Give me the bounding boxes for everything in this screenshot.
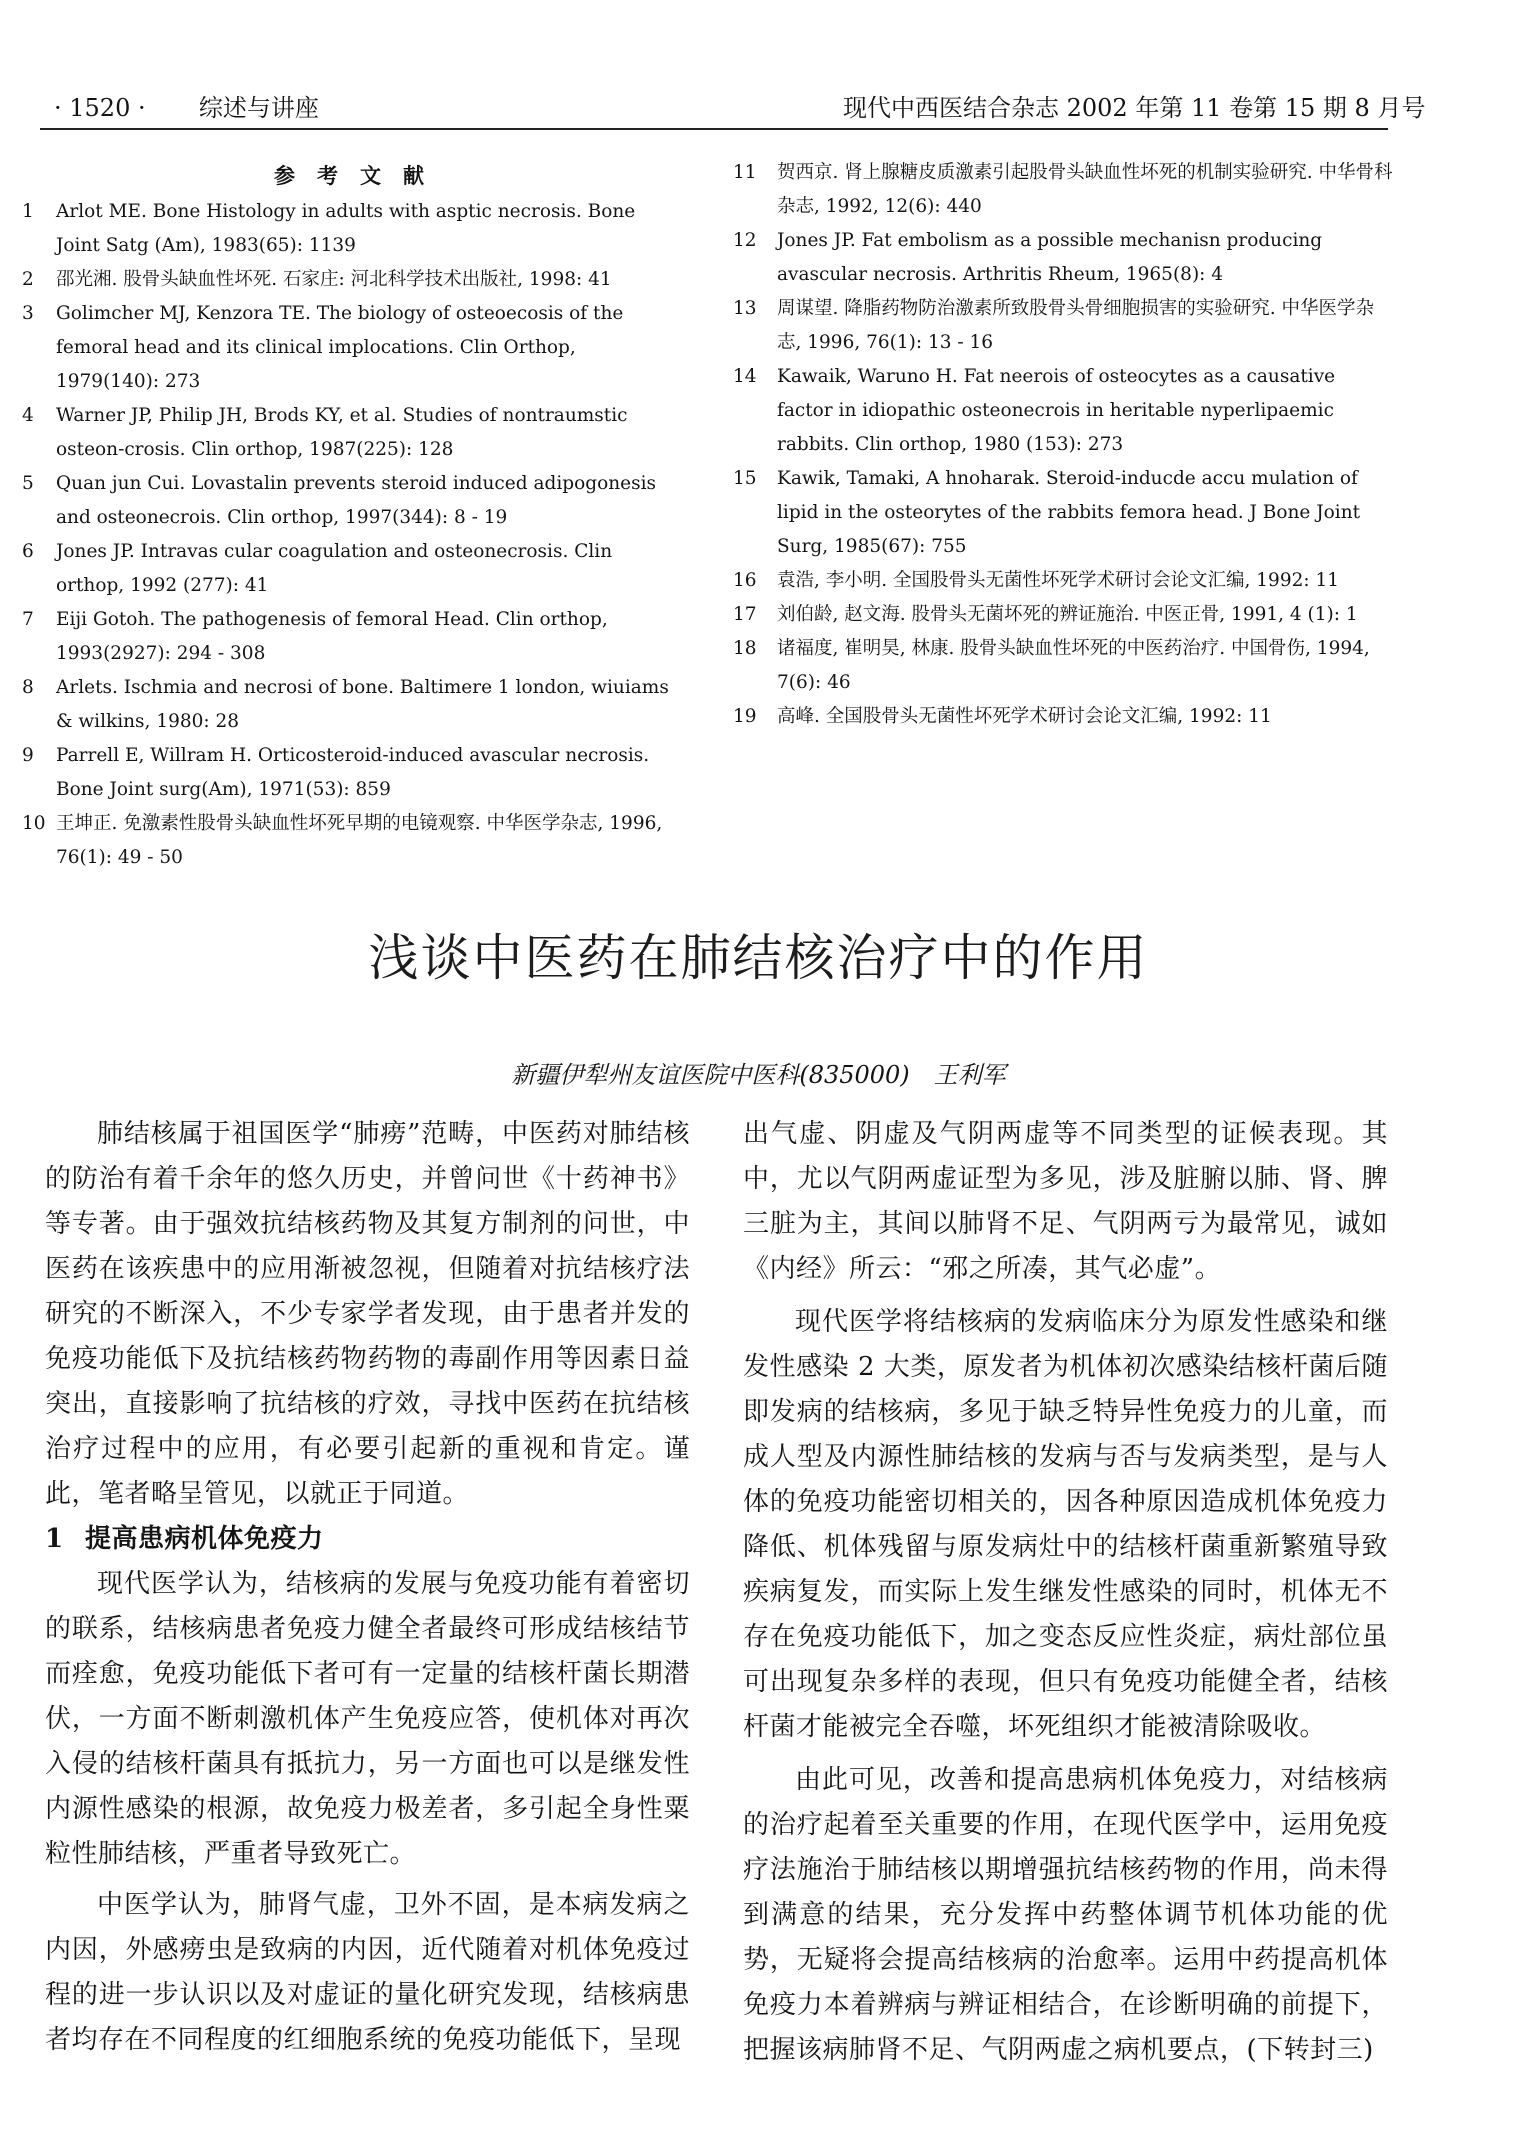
- reference-item: [733, 360, 1393, 462]
- reference-text: 诸福度, 崔明昊, 林康. 股骨头缺血性坏死的中医药治疗. 中国骨伤, 1994, 7(6): 46: [777, 638, 1370, 693]
- reference-number: 4: [22, 405, 34, 426]
- reference-text: 王坤正. 免激素性股骨头缺血性坏死早期的电镜观察. 中华医学杂志, 1996, 76(1): 49 - 50: [56, 813, 663, 868]
- reference-item: [22, 671, 682, 739]
- reference-item: [22, 399, 682, 467]
- references-left-column: [22, 195, 682, 875]
- reference-number: 1: [22, 201, 34, 222]
- reference-text: 贺西京. 肾上腺糖皮质激素引起股骨头缺血性坏死的机制实验研究. 中华骨科杂志, 1992, 12(6): 440: [777, 162, 1393, 217]
- page-number: · 1520 ·: [54, 94, 146, 122]
- reference-number: 17: [733, 604, 757, 625]
- reference-text: Arlot ME. Bone Histology in adults with asptic necrosis. Bone Joint Satg (Am), 1983(65): 1139: [56, 201, 636, 256]
- reference-item: [22, 739, 682, 807]
- reference-number: 14: [733, 366, 757, 387]
- article-left-column: [45, 1112, 690, 2063]
- section-heading: [45, 1517, 690, 1562]
- reference-text: 周谋望. 降脂药物防治激素所致股骨头骨细胞损害的实验研究. 中华医学杂志, 1996, 76(1): 13 - 16: [777, 298, 1375, 353]
- reference-text: 高峰. 全国股骨头无菌性坏死学术研讨会论文汇编, 1992: 11: [777, 706, 1272, 727]
- reference-number: 8: [22, 677, 34, 698]
- reference-number: 5: [22, 473, 34, 494]
- reference-item: [22, 263, 682, 297]
- section-label: 综述与讲座: [198, 94, 319, 122]
- reference-number: 16: [733, 570, 757, 591]
- reference-number: 12: [733, 230, 757, 251]
- reference-item: [22, 603, 682, 671]
- journal-title: 现代中西医结合杂志 2002 年第 11 卷第 15 期 8 月号: [843, 94, 1426, 122]
- reference-item: [733, 564, 1393, 598]
- reference-text: Golimcher MJ, Kenzora TE. The biology of osteoecosis of the femoral head and its clinical implocations. Clin Orthop, 1979(140): 273: [56, 303, 624, 392]
- references-heading: 参考文献: [274, 163, 446, 188]
- reference-item: [22, 297, 682, 399]
- reference-item: [733, 462, 1393, 564]
- reference-item: [733, 224, 1393, 292]
- reference-number: 6: [22, 541, 34, 562]
- reference-item: [22, 535, 682, 603]
- reference-number: 10: [22, 813, 46, 834]
- reference-item: [22, 807, 682, 875]
- body-paragraph: 出气虚、阴虚及气阴两虚等不同类型的证候表现。其中，尤以气阴两虚证型为多见，涉及脏腑以肺、肾、脾三脏为主，其间以肺肾不足、气阴两亏为最常见，诚如《内经》所云：“邪之所凑，其气必虚”。: [743, 1119, 1388, 1284]
- body-paragraph: 现代医学将结核病的发病临床分为原发性感染和继发性感染 2 大类，原发者为机体初次感染结核杆菌后随即发病的结核病，多见于缺乏特异性免疫力的儿童，而成人型及内源性肺结核的发病与否与发病类型，是与人体的免疫功能密切相关的，因各种原因造成机体免疫力降低、机体残留与原发病灶中的结核杆菌重新繁殖导致疾病复发，而实际上发生继发性感染的同时，机体无不存在免疫功能低下，加之变态反应性炎症，病灶部位虽可出现复杂多样的表现，但只有免疫功能健全者，结核杆菌才能被完全吞噬，坏死组织才能被清除吸收。: [743, 1307, 1388, 1742]
- reference-item: [22, 195, 682, 263]
- author-byline: 新疆伊犁州友谊医院中医科(835000) 王利军: [511, 1061, 1006, 1089]
- reference-item: [733, 292, 1393, 360]
- reference-text: Arlets. Ischmia and necrosi of bone. Baltimere 1 london, wiuiams & wilkins, 1980: 28: [56, 677, 669, 732]
- body-paragraph: 中医学认为，肺肾气虚，卫外不固，是本病发病之内因，外感痨虫是致病的内因，近代随着对机体免疫过程的进一步认识以及对虚证的量化研究发现，结核病患者均存在不同程度的红细胞系统的免疫功能低下，呈现: [45, 1890, 690, 2055]
- reference-item: [22, 467, 682, 535]
- reference-text: Warner JP, Philip JH, Brods KY, et al. Studies of nontraumstic osteon-crosis. Clin orthop, 1987(225): 128: [56, 405, 628, 460]
- reference-text: 袁浩, 李小明. 全国股骨头无菌性坏死学术研讨会论文汇编, 1992: 11: [777, 570, 1340, 591]
- reference-number: 3: [22, 303, 34, 324]
- reference-item: [733, 700, 1393, 734]
- reference-text: Eiji Gotoh. The pathogenesis of femoral Head. Clin orthop, 1993(2927): 294 - 308: [56, 609, 608, 664]
- article-title: 浅谈中医药在肺结核治疗中的作用: [368, 929, 1149, 987]
- reference-number: 9: [22, 745, 34, 766]
- reference-text: Kawaik, Waruno H. Fat neerois of osteocytes as a causative factor in idiopathic osteonecrois in heritable nyperlipaemic rabbits. Clin orthop, 1980 (153): 273: [777, 366, 1336, 455]
- reference-number: 11: [733, 162, 757, 183]
- reference-number: 19: [733, 706, 757, 727]
- reference-text: 邵光湘. 股骨头缺血性坏死. 石家庄: 河北科学技术出版社, 1998: 41: [56, 269, 612, 290]
- header-divider: [40, 128, 1388, 130]
- reference-item: [733, 598, 1393, 632]
- reference-text: Parrell E, Willram H. Orticosteroid-induced avascular necrosis. Bone Joint surg(Am), 1971(53): 859: [56, 745, 650, 800]
- reference-number: 15: [733, 468, 757, 489]
- reference-number: 7: [22, 609, 34, 630]
- body-paragraph: 现代医学认为，结核病的发展与免疫功能有着密切的联系，结核病患者免疫力健全者最终可形成结核结节而痊愈，免疫功能低下者可有一定量的结核杆菌长期潜伏，一方面不断刺激机体产生免疫应答，使机体对再次入侵的结核杆菌具有抵抗力，另一方面也可以是继发性内源性感染的根源，故免疫力极差者，多引起全身性粟粒性肺结核，严重者导致死亡。: [45, 1569, 690, 1869]
- reference-text: Quan jun Cui. Lovastalin prevents steroid induced adipogonesis and osteonecrois. Clin orthop, 1997(344): 8 - 19: [56, 473, 656, 528]
- section-title: 提高患病机体免疫力: [85, 1524, 324, 1554]
- section-number: 1: [45, 1524, 64, 1554]
- reference-text: 刘伯龄, 赵文海. 股骨头无菌坏死的辨证施治. 中医正骨, 1991, 4 (1): 1: [777, 604, 1358, 625]
- reference-text: Jones JP. Intravas cular coagulation and osteonecrosis. Clin orthop, 1992 (277): 41: [56, 541, 613, 596]
- references-right-column: [733, 156, 1393, 734]
- body-paragraph: 肺结核属于祖国医学“肺痨”范畴，中医药对肺结核的防治有着千余年的悠久历史，并曾问世《十药神书》等专著。由于强效抗结核药物及其复方制剂的问世，中医药在该疾患中的应用渐被忽视，但随着对抗结核疗法研究的不断深入，不少专家学者发现，由于患者并发的免疫功能低下及抗结核药物药物的毒副作用等因素日益突出，直接影响了抗结核的疗效，寻找中医药在抗结核治疗过程中的应用，有必要引起新的重视和肯定。谨此，笔者略呈管见，以就正于同道。: [45, 1119, 690, 1509]
- reference-item: [733, 632, 1393, 700]
- reference-text: Kawik, Tamaki, A hnoharak. Steroid-inducde accu mulation of lipid in the osteorytes of the rabbits femora head. J Bone Joint Surg, 1985(67): 755: [777, 468, 1361, 557]
- reference-text: Jones JP. Fat embolism as a possible mechanisn producing avascular necrosis. Arthritis Rheum, 1965(8): 4: [777, 230, 1323, 285]
- article-right-column: [743, 1112, 1388, 2073]
- reference-number: 2: [22, 269, 34, 290]
- body-paragraph: 由此可见，改善和提高患病机体免疫力，对结核病的治疗起着至关重要的作用，在现代医学中，运用免疫疗法施治于肺结核以期增强抗结核药物的作用，尚未得到满意的结果，充分发挥中药整体调节机体功能的优势，无疑将会提高结核病的治愈率。运用中药提高机体免疫力本着辨病与辨证相结合，在诊断明确的前提下，把握该病肺肾不足、气阴两虚之病机要点，(下转封三): [743, 1765, 1388, 2065]
- reference-number: 18: [733, 638, 757, 659]
- reference-item: [733, 156, 1393, 224]
- reference-number: 13: [733, 298, 757, 319]
- page-number-section: [54, 88, 319, 123]
